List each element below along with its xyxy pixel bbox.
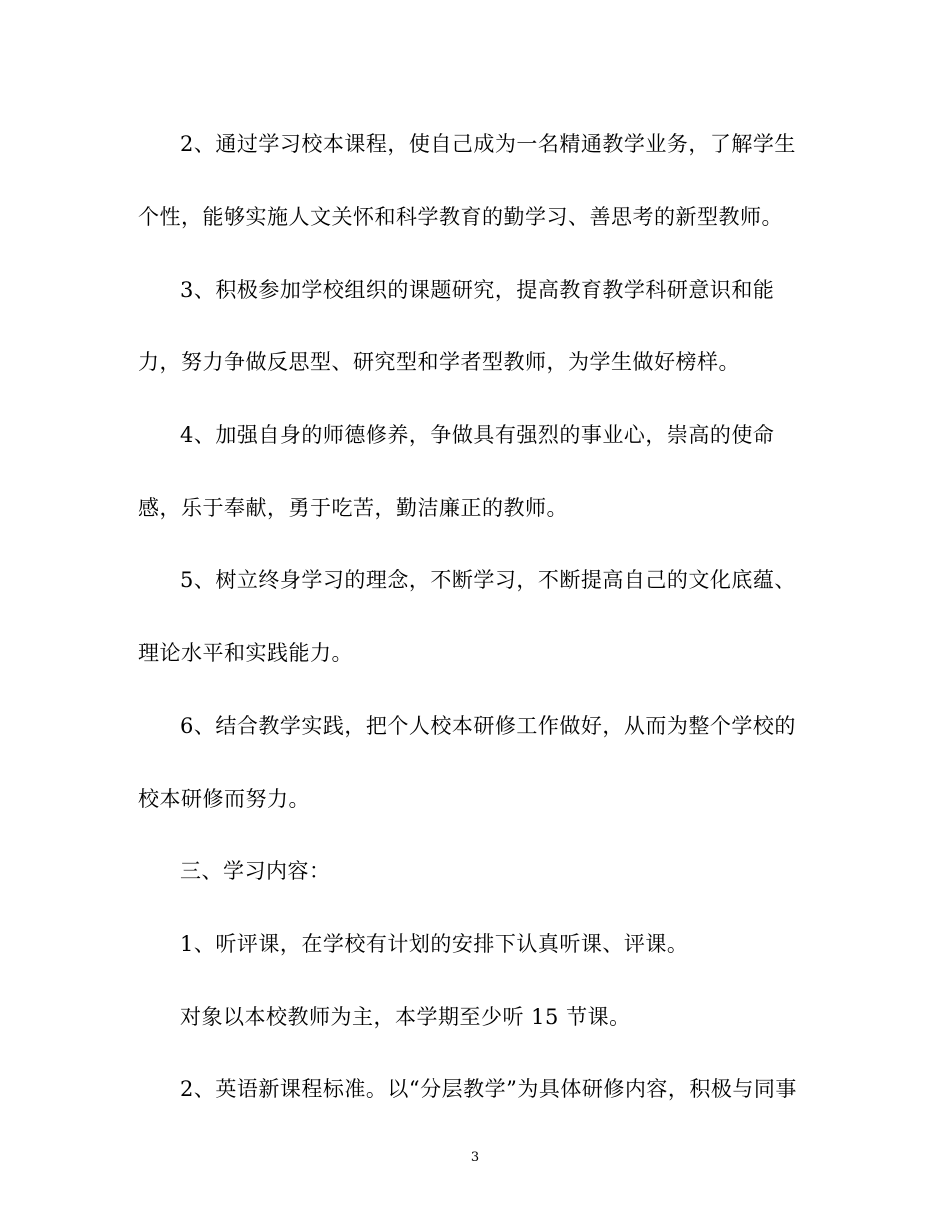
- paragraph-line: 6、结合教学实践，把个人校本研修工作做好，从而为整个学校的: [180, 714, 796, 738]
- paragraph-line: 对象以本校教师为主，本学期至少听 15 节课。: [180, 1005, 631, 1029]
- section-heading: 三、学习内容：: [180, 859, 331, 883]
- paragraph-line: 理论水平和实践能力。: [138, 641, 353, 665]
- paragraph-line: 2、英语新课程标准。以“分层教学”为具体研修内容，积极与同事: [180, 1077, 797, 1101]
- paragraph-line: 1、听评课，在学校有计划的安排下认真听课、评课。: [180, 932, 689, 956]
- paragraph-line: 3、积极参加学校组织的课题研究，提高教育教学科研意识和能: [180, 278, 775, 302]
- paragraph-line: 5、树立终身学习的理念，不断学习，不断提高自己的文化底蕴、: [180, 568, 796, 592]
- paragraph-line: 个性，能够实施人文关怀和科学教育的勤学习、善思考的新型教师。: [138, 205, 783, 229]
- paragraph-line: 4、加强自身的师德修养，争做具有强烈的事业心，崇高的使命: [180, 423, 775, 447]
- paragraph-line: 力，努力争做反思型、研究型和学者型教师，为学生做好榜样。: [138, 350, 740, 374]
- paragraph-line: 感，乐于奉献，勇于吃苦，勤洁廉正的教师。: [138, 496, 568, 520]
- paragraph-line: 校本研修而努力。: [138, 787, 310, 811]
- page-number: 3: [470, 1150, 480, 1165]
- paragraph-line: 2、通过学习校本课程，使自己成为一名精通教学业务，了解学生: [180, 132, 796, 156]
